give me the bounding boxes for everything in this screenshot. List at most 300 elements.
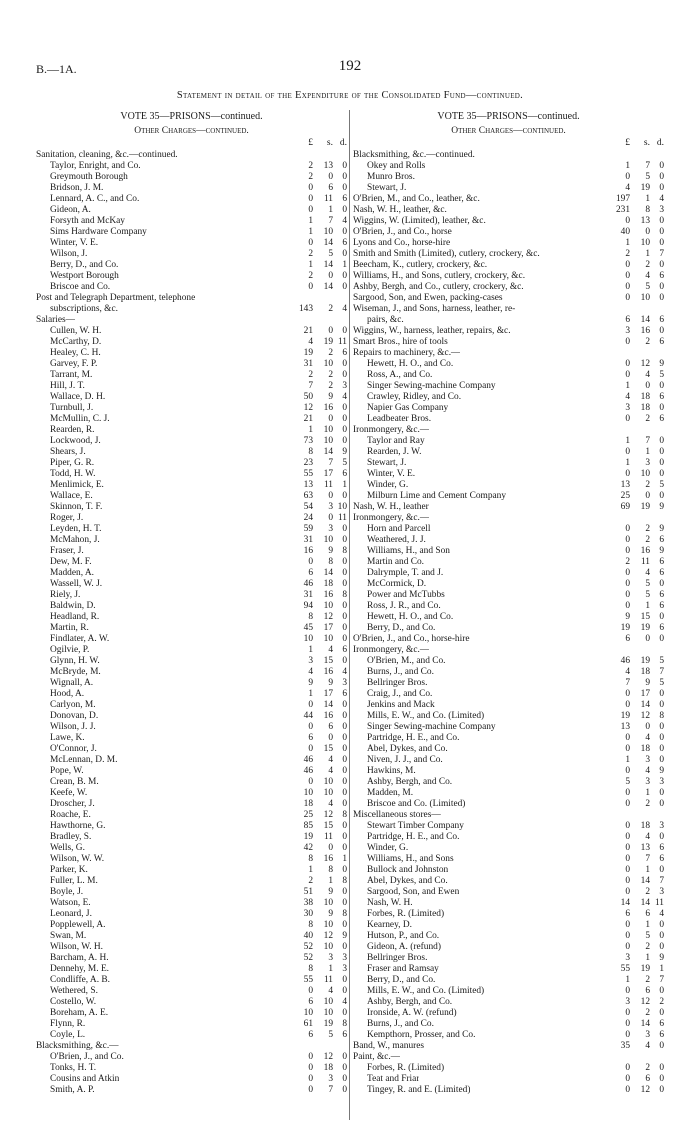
- amount-pence: 0: [342, 370, 347, 380]
- amount-shillings: 10: [640, 293, 650, 303]
- expenditure-row: [36, 1085, 347, 1096]
- payee-label: Winter, V. E.: [367, 469, 416, 479]
- amount-pence: 0: [342, 777, 347, 787]
- amount-pence: 0: [342, 722, 347, 732]
- payee-label: Crawley, Ridley, and Co.: [367, 392, 462, 402]
- expenditure-row: [353, 645, 664, 656]
- amount-shillings: 2: [645, 1008, 650, 1018]
- amount-shillings: 3: [328, 953, 333, 963]
- amount-shillings: 2: [328, 381, 333, 391]
- amount-pounds: 0: [625, 172, 630, 182]
- amount-pence: 0: [659, 579, 664, 589]
- amount-shillings: 0: [328, 271, 333, 281]
- amount-shillings: 17: [323, 689, 333, 699]
- amount-pounds: 0: [308, 183, 313, 193]
- expenditure-row: [36, 557, 347, 568]
- amount-pence: 9: [342, 931, 347, 941]
- amount-shillings: 3: [328, 502, 333, 512]
- amount-pence: 0: [342, 755, 347, 765]
- amount-pounds: 1: [308, 689, 313, 699]
- amount-pence: 0: [659, 293, 664, 303]
- amount-shillings: 18: [323, 579, 333, 589]
- amount-pence: 0: [659, 458, 664, 468]
- payee-label: Droscher, J.: [50, 799, 95, 809]
- amount-shillings: 16: [323, 403, 333, 413]
- amount-pence: 8: [659, 711, 664, 721]
- amount-pounds: 8: [308, 447, 313, 457]
- amount-shillings: 3: [328, 524, 333, 534]
- amount-pence: 3: [342, 964, 347, 974]
- amount-pounds: 0: [625, 788, 630, 798]
- amount-pounds: 40: [303, 931, 313, 941]
- amount-shillings: 15: [323, 656, 333, 666]
- amount-pounds: 1: [625, 381, 630, 391]
- expenditure-row: [36, 777, 347, 788]
- amount-pounds: 4: [308, 667, 313, 677]
- amount-pounds: 1: [308, 865, 313, 875]
- expenditure-row: [36, 821, 347, 832]
- expenditure-row: [353, 964, 664, 975]
- expenditure-row: [36, 733, 347, 744]
- amount-pounds: 1: [308, 260, 313, 270]
- amount-pence: 7: [659, 667, 664, 677]
- amount-shillings: 2: [645, 799, 650, 809]
- amount-pounds: 9: [308, 678, 313, 688]
- amount-pence: 0: [342, 656, 347, 666]
- expenditure-row: [36, 997, 347, 1008]
- amount-pence: 8: [342, 876, 347, 886]
- amount-pounds: 54: [303, 502, 313, 512]
- amount-pounds: 1: [625, 755, 630, 765]
- payee-label: Nash, W. H., leather, &c.: [353, 205, 447, 215]
- section-subheading: Other Charges—continued.: [134, 126, 249, 136]
- expenditure-row: [353, 678, 664, 689]
- payee-label: Post and Telegraph Department, telephone: [36, 293, 196, 303]
- payee-label: Mills, E. W., and Co. (Limited): [367, 711, 485, 721]
- payee-label: Blacksmithing, &c.—: [36, 1041, 119, 1051]
- payee-label: Dalrymple, T. and J.: [367, 568, 444, 578]
- amount-pounds: 0: [625, 260, 630, 270]
- amount-shillings: 3: [645, 458, 650, 468]
- amount-pounds: 0: [625, 1019, 630, 1029]
- amount-pounds: 21: [303, 326, 313, 336]
- payee-label: Hewett, H. O., and Co.: [367, 359, 454, 369]
- payee-label: Baldwin, D.: [50, 601, 96, 611]
- payee-label: Salaries—: [36, 315, 76, 325]
- amount-pounds: 51: [303, 887, 313, 897]
- expenditure-row: [36, 183, 347, 194]
- amount-shillings: 18: [640, 403, 650, 413]
- amount-shillings: 2: [645, 337, 650, 347]
- expenditure-row: [36, 216, 347, 227]
- amount-shillings: 13: [640, 216, 650, 226]
- amount-pounds: 19: [620, 623, 630, 633]
- payee-label: Madden, A.: [50, 568, 95, 578]
- payee-label: Bullock and Johnston: [367, 865, 449, 875]
- amount-pence: 0: [659, 1041, 664, 1051]
- amount-pence: 0: [342, 161, 347, 171]
- amount-pence: 6: [659, 568, 664, 578]
- pounds-header: £: [625, 138, 630, 148]
- amount-pence: 0: [659, 172, 664, 182]
- amount-pence: 0: [659, 282, 664, 292]
- expenditure-row: [353, 414, 664, 425]
- amount-pence: 0: [342, 612, 347, 622]
- amount-pounds: 0: [625, 1085, 630, 1095]
- expenditure-row: [36, 513, 347, 524]
- amount-pence: 4: [342, 304, 347, 314]
- amount-pence: 0: [659, 227, 664, 237]
- payee-label: Wilson, W. H.: [50, 942, 104, 952]
- amount-pence: 0: [342, 887, 347, 897]
- amount-shillings: 17: [323, 623, 333, 633]
- amount-pence: 0: [659, 161, 664, 171]
- amount-pence: 0: [342, 491, 347, 501]
- payee-label: Wiggins, W. (Limited), leather, &c.: [353, 216, 486, 226]
- expenditure-row: [36, 964, 347, 975]
- expenditure-row: [353, 832, 664, 843]
- expenditure-row: [353, 458, 664, 469]
- payee-label: Shears, J.: [50, 447, 86, 457]
- expenditure-row: [353, 788, 664, 799]
- amount-pounds: 94: [303, 601, 313, 611]
- payee-label: McLennan, D. M.: [50, 755, 118, 765]
- amount-shillings: 2: [645, 535, 650, 545]
- payee-label: Piper, G. R.: [50, 458, 95, 468]
- amount-pounds: 2: [308, 876, 313, 886]
- payee-label: Tingey, R. and E. (Limited): [367, 1085, 471, 1095]
- expenditure-row: [353, 238, 664, 249]
- expenditure-row: [36, 678, 347, 689]
- expenditure-row: [36, 799, 347, 810]
- expenditure-row: [353, 1052, 664, 1063]
- amount-pence: 0: [342, 1074, 347, 1084]
- payee-label: Partridge, H. E., and Co.: [367, 733, 460, 743]
- amount-pence: 0: [659, 1085, 664, 1095]
- amount-pounds: 46: [303, 755, 313, 765]
- amount-pence: 0: [342, 788, 347, 798]
- expenditure-row: [353, 667, 664, 678]
- amount-shillings: 12: [323, 810, 333, 820]
- payee-label: Wiggins, W., harness, leather, repairs, &c.: [353, 326, 511, 336]
- amount-shillings: 4: [328, 755, 333, 765]
- amount-pounds: 0: [308, 1074, 313, 1084]
- amount-pounds: 6: [625, 315, 630, 325]
- expenditure-row: [36, 975, 347, 986]
- amount-shillings: 6: [645, 1074, 650, 1084]
- vote-heading: VOTE 35—PRISONS—continued.: [437, 111, 580, 122]
- payee-label: Hawkins, M.: [367, 766, 416, 776]
- amount-shillings: 0: [645, 634, 650, 644]
- payee-label: Briscoe and Co.: [50, 282, 111, 292]
- payee-label: Abel, Dykes, and Co.: [367, 744, 448, 754]
- expenditure-row: [353, 612, 664, 623]
- payee-label: Winter, V. E.: [50, 238, 99, 248]
- amount-pence: 6: [659, 392, 664, 402]
- payee-label: Nash, W. H.: [367, 898, 413, 908]
- amount-pounds: 0: [625, 568, 630, 578]
- expenditure-row: [36, 469, 347, 480]
- amount-pounds: 0: [625, 546, 630, 556]
- expenditure-row: [353, 931, 664, 942]
- payee-label: McBryde, M.: [50, 667, 101, 677]
- expenditure-row: [36, 359, 347, 370]
- payee-label: Coyle, L.: [50, 1030, 86, 1040]
- expenditure-row: [353, 304, 664, 315]
- payee-label: Wilson, W. W.: [50, 854, 105, 864]
- amount-shillings: 2: [645, 414, 650, 424]
- amount-pounds: 0: [308, 700, 313, 710]
- amount-pounds: 55: [303, 975, 313, 985]
- amount-shillings: 2: [645, 975, 650, 985]
- amount-pounds: 0: [625, 689, 630, 699]
- expenditure-row: [353, 359, 664, 370]
- amount-pence: 9: [659, 766, 664, 776]
- amount-shillings: 10: [323, 898, 333, 908]
- amount-pence: 6: [659, 271, 664, 281]
- expenditure-row: [36, 205, 347, 216]
- amount-pounds: 0: [625, 1008, 630, 1018]
- amount-pence: 4: [342, 667, 347, 677]
- amount-shillings: 0: [645, 381, 650, 391]
- payee-label: Okey and Rolls: [367, 161, 426, 171]
- amount-pence: 9: [342, 447, 347, 457]
- payee-label: Wiseman, J., and Sons, harness, leather, re-: [353, 304, 516, 314]
- payee-label: Flynn, R.: [50, 1019, 86, 1029]
- amount-pence: 0: [659, 238, 664, 248]
- expenditure-list: [353, 150, 664, 1096]
- expenditure-row: [353, 425, 664, 436]
- expenditure-row: [36, 722, 347, 733]
- payee-label: Stewart Timber Company: [367, 821, 464, 831]
- amount-pounds: 16: [303, 546, 313, 556]
- payee-label: Nash, W. H., leather: [353, 502, 429, 512]
- amount-pounds: 0: [308, 194, 313, 204]
- expenditure-row: [353, 766, 664, 777]
- expenditure-row: [353, 898, 664, 909]
- amount-pence: 11: [654, 898, 664, 908]
- amount-shillings: 0: [645, 227, 650, 237]
- amount-pence: 0: [659, 986, 664, 996]
- amount-pounds: 2: [308, 271, 313, 281]
- amount-pence: 0: [342, 579, 347, 589]
- amount-shillings: 2: [328, 304, 333, 314]
- expenditure-row: [353, 557, 664, 568]
- expenditure-row: [353, 436, 664, 447]
- amount-shillings: 4: [328, 645, 333, 655]
- expenditure-row: [36, 711, 347, 722]
- amount-pounds: 13: [620, 722, 630, 732]
- amount-pence: 0: [342, 700, 347, 710]
- payee-label: Ironmongery, &c.—: [353, 645, 430, 655]
- amount-shillings: 0: [645, 491, 650, 501]
- amount-pence: 0: [659, 216, 664, 226]
- expenditure-row: [353, 183, 664, 194]
- expenditure-row: [36, 194, 347, 205]
- amount-pence: 0: [342, 1085, 347, 1095]
- payee-label: Rearden, J. W.: [367, 447, 422, 457]
- amount-pence: 7: [659, 876, 664, 886]
- payee-label: Horn and Parcell: [367, 524, 431, 534]
- amount-pence: 11: [337, 337, 347, 347]
- amount-shillings: 1: [645, 601, 650, 611]
- amount-pounds: 46: [620, 656, 630, 666]
- payee-label: Wassell, W. J.: [50, 579, 103, 589]
- expenditure-row: [36, 755, 347, 766]
- payee-label: Todd, H. W.: [50, 469, 96, 479]
- amount-pence: 0: [342, 205, 347, 215]
- payee-label: Williams, H., and Sons, cutlery, crockery, &c.: [353, 271, 526, 281]
- amount-pence: 0: [342, 920, 347, 930]
- expenditure-row: [353, 282, 664, 293]
- amount-pounds: 38: [303, 898, 313, 908]
- payee-label: subscriptions, &c.: [50, 304, 118, 314]
- amount-pounds: 3: [625, 953, 630, 963]
- amount-shillings: 10: [323, 535, 333, 545]
- expenditure-row: [353, 1019, 664, 1030]
- payee-label: Ashby, Bergh, and Co.: [367, 777, 453, 787]
- payee-label: Singer Sewing-machine Company: [367, 381, 496, 391]
- expenditure-row: [36, 634, 347, 645]
- expenditure-row: [36, 414, 347, 425]
- amount-pence: 0: [659, 832, 664, 842]
- amount-pounds: 14: [620, 898, 630, 908]
- left-column: [36, 110, 347, 1096]
- amount-pounds: 25: [620, 491, 630, 501]
- amount-pence: 0: [342, 711, 347, 721]
- amount-pounds: 9: [625, 612, 630, 622]
- amount-pounds: 0: [308, 205, 313, 215]
- amount-pounds: 2: [625, 249, 630, 259]
- amount-pence: 0: [659, 865, 664, 875]
- expenditure-row: [353, 909, 664, 920]
- expenditure-row: [36, 381, 347, 392]
- amount-pence: 0: [659, 491, 664, 501]
- amount-pounds: 0: [308, 1085, 313, 1095]
- amount-pounds: 45: [303, 623, 313, 633]
- payee-label: Swan, M.: [50, 931, 87, 941]
- payee-label: Gideon, A.: [50, 205, 91, 215]
- amount-shillings: 2: [328, 370, 333, 380]
- amount-shillings: 6: [328, 722, 333, 732]
- amount-pence: 0: [342, 799, 347, 809]
- amount-shillings: 4: [645, 766, 650, 776]
- amount-shillings: 11: [323, 480, 333, 490]
- expenditure-row: [353, 634, 664, 645]
- amount-pence: 5: [659, 480, 664, 490]
- payee-label: Martin, R.: [50, 623, 89, 633]
- payee-label: Lockwood, J.: [50, 436, 101, 446]
- amount-pounds: 55: [620, 964, 630, 974]
- expenditure-row: [36, 425, 347, 436]
- amount-pence: 1: [659, 964, 664, 974]
- amount-shillings: 19: [640, 183, 650, 193]
- amount-shillings: 2: [645, 887, 650, 897]
- amount-shillings: 5: [645, 590, 650, 600]
- amount-pounds: 0: [625, 337, 630, 347]
- amount-pounds: 4: [308, 337, 313, 347]
- amount-shillings: 9: [328, 887, 333, 897]
- amount-pence: 0: [659, 260, 664, 270]
- expenditure-row: [353, 315, 664, 326]
- payee-label: Westport Borough: [50, 271, 119, 281]
- payee-label: Burns, J., and Co.: [367, 667, 434, 677]
- amount-shillings: 0: [328, 733, 333, 743]
- amount-pence: 0: [659, 381, 664, 391]
- expenditure-row: [36, 315, 347, 326]
- amount-pence: 0: [342, 942, 347, 952]
- expenditure-row: [353, 876, 664, 887]
- amount-pounds: 3: [625, 403, 630, 413]
- payee-label: Tonks, H. T.: [50, 1063, 97, 1073]
- amount-pounds: 0: [625, 854, 630, 864]
- amount-shillings: 5: [645, 579, 650, 589]
- payee-label: Roger, J.: [50, 513, 84, 523]
- payee-label: Greymouth Borough: [50, 172, 128, 182]
- amount-pounds: 0: [625, 447, 630, 457]
- amount-shillings: 15: [323, 744, 333, 754]
- amount-shillings: 10: [323, 788, 333, 798]
- expenditure-row: [36, 865, 347, 876]
- amount-pence: 0: [659, 1074, 664, 1084]
- amount-shillings: 10: [323, 997, 333, 1007]
- expenditure-row: [36, 766, 347, 777]
- expenditure-row: [353, 953, 664, 964]
- amount-shillings: 19: [640, 502, 650, 512]
- payee-label: Barcham, A. H.: [50, 953, 109, 963]
- amount-pence: 9: [659, 953, 664, 963]
- amount-shillings: 2: [645, 260, 650, 270]
- amount-pounds: 6: [308, 1030, 313, 1040]
- amount-pounds: 55: [303, 469, 313, 479]
- payee-label: Glynn, H. W.: [50, 656, 100, 666]
- expenditure-row: [353, 700, 664, 711]
- amount-shillings: 11: [640, 557, 650, 567]
- payee-label: Dew, M. F.: [50, 557, 92, 567]
- amount-pounds: 0: [625, 601, 630, 611]
- amount-pounds: 0: [308, 282, 313, 292]
- expenditure-row: [353, 337, 664, 348]
- amount-pence: 5: [659, 370, 664, 380]
- payee-label: Mills, E. W., and Co. (Limited): [367, 986, 485, 996]
- payee-label: Bellringer Bros.: [367, 953, 428, 963]
- payee-label: Taylor and Ray: [367, 436, 425, 446]
- expenditure-row: [353, 689, 664, 700]
- payee-label: Wignall, A.: [50, 678, 94, 688]
- amount-shillings: 1: [645, 249, 650, 259]
- amount-shillings: 8: [328, 557, 333, 567]
- amount-pence: 1: [342, 854, 347, 864]
- amount-shillings: 11: [323, 975, 333, 985]
- amount-shillings: 9: [328, 909, 333, 919]
- payee-label: Wallace, E.: [50, 491, 93, 501]
- amount-pence: 0: [659, 733, 664, 743]
- amount-pounds: 19: [303, 832, 313, 842]
- expenditure-row: [353, 227, 664, 238]
- expenditure-row: [36, 986, 347, 997]
- amount-shillings: 5: [328, 249, 333, 259]
- expenditure-row: [36, 689, 347, 700]
- amount-shillings: 10: [323, 425, 333, 435]
- amount-shillings: 1: [328, 205, 333, 215]
- amount-pounds: 6: [625, 909, 630, 919]
- amount-pence: 0: [342, 172, 347, 182]
- expenditure-row: [36, 931, 347, 942]
- expenditure-row: [353, 469, 664, 480]
- payee-label: O'Brien, J., and Co., horse: [353, 227, 452, 237]
- amount-pence: 0: [342, 975, 347, 985]
- amount-pounds: 231: [615, 205, 630, 215]
